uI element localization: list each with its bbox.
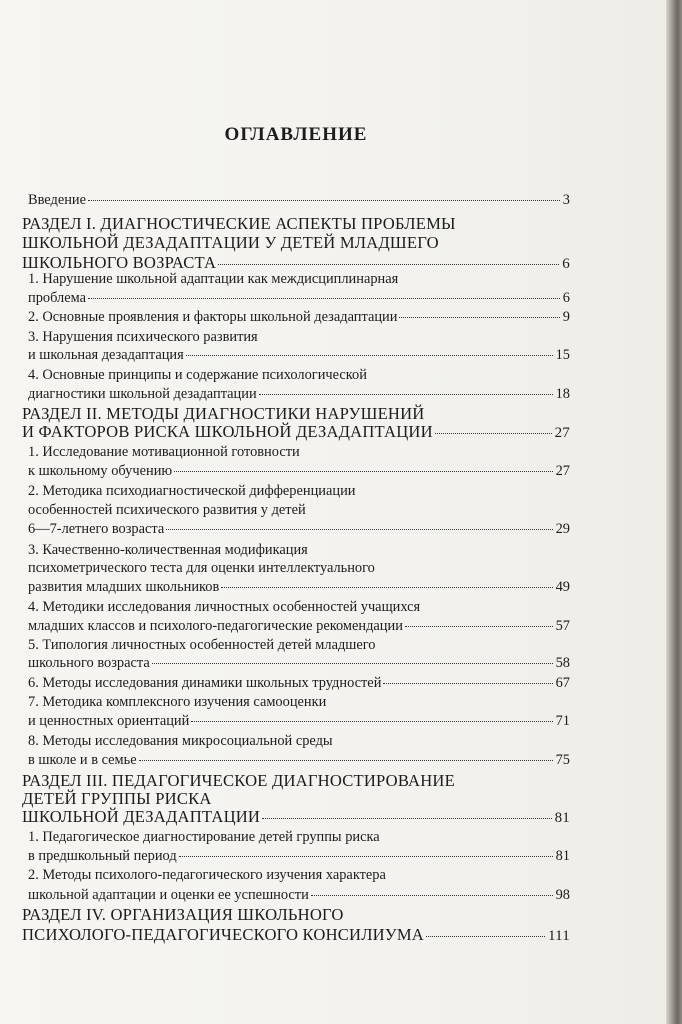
toc-entry-text: РАЗДЕЛ IV. ОРГАНИЗАЦИЯ ШКОЛЬНОГО bbox=[22, 905, 344, 924]
toc-entry-text: 4. Основные принципы и содержание психологической bbox=[28, 367, 367, 383]
toc-section-line bbox=[22, 771, 570, 791]
toc-entry-text: развития младших школьников bbox=[28, 579, 220, 595]
toc-section-line bbox=[22, 404, 570, 424]
toc-entry-line bbox=[22, 713, 570, 733]
toc-entry-text: 1. Нарушение школьной адаптации как междисциплинарная bbox=[28, 271, 399, 287]
toc-entry-text: психометрического теста для оценки интеллектуального bbox=[28, 560, 375, 576]
toc-entry-line bbox=[22, 309, 570, 329]
toc-entry-line bbox=[22, 444, 570, 464]
dot-leader bbox=[221, 586, 552, 588]
toc-entry-text: Введение bbox=[28, 192, 87, 208]
toc-entry-text: ШКОЛЬНОЙ ДЕЗАДАПТАЦИИ У ДЕТЕЙ МЛАДШЕГО bbox=[22, 233, 439, 252]
toc-entry-text: 4. Методики исследования личностных особенностей учащихся bbox=[28, 599, 421, 615]
page-number: 18 bbox=[555, 386, 570, 402]
dot-leader bbox=[259, 393, 553, 395]
page-number: 57 bbox=[555, 618, 570, 634]
page-number: 27 bbox=[555, 463, 570, 479]
dot-leader bbox=[179, 855, 553, 857]
page-number: 9 bbox=[562, 309, 570, 325]
toc-entry-line bbox=[22, 560, 570, 580]
page-number: 6 bbox=[562, 290, 570, 306]
toc-entry-line bbox=[22, 867, 570, 887]
toc-entry-text: РАЗДЕЛ I. ДИАГНОСТИЧЕСКИЕ АСПЕКТЫ ПРОБЛЕМЫ bbox=[22, 214, 456, 233]
page-edge-shadow bbox=[666, 0, 682, 1024]
dot-leader bbox=[191, 720, 552, 722]
dot-leader bbox=[174, 470, 552, 472]
page-number: 49 bbox=[555, 579, 570, 595]
toc-entry-text: в предшкольный период bbox=[28, 848, 177, 864]
toc-section-line bbox=[22, 214, 570, 234]
toc-section-line bbox=[22, 905, 570, 925]
toc-entry-line bbox=[22, 829, 570, 849]
toc-entry-line bbox=[22, 675, 570, 695]
toc-entry-text: РАЗДЕЛ III. ПЕДАГОГИЧЕСКОЕ ДИАГНОСТИРОВАНИЕ bbox=[22, 771, 455, 790]
toc-entry-line bbox=[22, 347, 570, 367]
toc-entry-text: особенностей психического развития у детей bbox=[28, 502, 306, 518]
toc-entry-text: ШКОЛЬНОГО ВОЗРАСТА bbox=[22, 253, 217, 272]
toc-entry-line bbox=[22, 521, 570, 541]
page-number: 15 bbox=[555, 347, 570, 363]
toc-entry-line bbox=[22, 887, 570, 907]
page-number: 29 bbox=[555, 521, 570, 537]
toc-section-line bbox=[22, 253, 570, 273]
toc-entry-line bbox=[22, 655, 570, 675]
toc-entry-line bbox=[22, 542, 570, 562]
toc-section-line bbox=[22, 807, 570, 827]
toc-entry-text: РАЗДЕЛ II. МЕТОДЫ ДИАГНОСТИКИ НАРУШЕНИЙ bbox=[22, 404, 425, 423]
toc-entry-text: 1. Исследование мотивационной готовности bbox=[28, 444, 300, 460]
toc-entry-text: в школе и в семье bbox=[28, 752, 137, 768]
toc-section-line bbox=[22, 789, 570, 809]
dot-leader bbox=[88, 199, 560, 201]
toc-entry-text: 1. Педагогическое диагностирование детей группы риска bbox=[28, 829, 380, 845]
toc-entry-line bbox=[22, 290, 570, 310]
dot-leader bbox=[405, 625, 553, 627]
toc-entry-line bbox=[22, 463, 570, 483]
dot-leader bbox=[88, 297, 560, 299]
toc-entry-text: и ценностных ориентаций bbox=[28, 713, 190, 729]
toc-entry-line bbox=[22, 367, 570, 387]
toc-entry-text: ШКОЛЬНОЙ ДЕЗАДАПТАЦИИ bbox=[22, 807, 261, 826]
toc-entry-line bbox=[22, 483, 570, 503]
page-number: 71 bbox=[555, 713, 570, 729]
page-number: 3 bbox=[562, 192, 570, 208]
page-number: 58 bbox=[555, 655, 570, 671]
toc-entry-line bbox=[22, 752, 570, 772]
dot-leader bbox=[218, 263, 559, 265]
toc-entry-text: 8. Методы исследования микросоциальной среды bbox=[28, 733, 333, 749]
dot-leader bbox=[166, 528, 552, 530]
toc-entry-line bbox=[22, 637, 570, 657]
page-number: 75 bbox=[555, 752, 570, 768]
toc-entry-text: 6. Методы исследования динамики школьных трудностей bbox=[28, 675, 382, 691]
dot-leader bbox=[383, 682, 552, 684]
toc-entry-text: и школьная дезадаптация bbox=[28, 347, 184, 363]
toc-entry-line bbox=[22, 599, 570, 619]
toc-entry-text: проблема bbox=[28, 290, 87, 306]
toc-entry-text: школьной адаптации и оценки ее успешности bbox=[28, 887, 309, 903]
toc-entry-line bbox=[22, 386, 570, 406]
toc-entry-line bbox=[22, 579, 570, 599]
toc-entry-line bbox=[22, 618, 570, 638]
toc-entry-line bbox=[22, 192, 570, 212]
page-number: 27 bbox=[554, 425, 570, 441]
toc-entry-text: 2. Методы психолого-педагогического изучения характера bbox=[28, 867, 386, 883]
toc-entry-text: 2. Основные проявления и факторы школьной дезадаптации bbox=[28, 309, 398, 325]
dot-leader bbox=[139, 759, 553, 761]
page-number: 81 bbox=[555, 848, 570, 864]
dot-leader bbox=[426, 935, 545, 937]
dot-leader bbox=[186, 354, 553, 356]
toc-entry-text: ДЕТЕЙ ГРУППЫ РИСКА bbox=[22, 789, 212, 808]
page-number: 6 bbox=[562, 256, 570, 272]
page-number: 98 bbox=[555, 887, 570, 903]
toc-entry-text: И ФАКТОРОВ РИСКА ШКОЛЬНОЙ ДЕЗАДАПТАЦИИ bbox=[22, 422, 433, 441]
toc-section-line bbox=[22, 422, 570, 442]
toc-entry-line bbox=[22, 271, 570, 291]
toc-entry-line bbox=[22, 694, 570, 714]
page-title: ОГЛАВЛЕНИЕ bbox=[224, 124, 368, 145]
toc-entry-line bbox=[22, 848, 570, 868]
dot-leader bbox=[435, 432, 552, 434]
toc-entry-text: школьного возраста bbox=[28, 655, 150, 671]
toc-entry-line bbox=[22, 733, 570, 753]
page-number: 111 bbox=[548, 928, 570, 944]
page-number: 81 bbox=[554, 810, 570, 826]
dot-leader bbox=[152, 662, 553, 664]
toc-entry-text: 7. Методика комплексного изучения самооценки bbox=[28, 694, 327, 710]
toc-entry-line bbox=[22, 329, 570, 349]
toc-entry-line bbox=[22, 502, 570, 522]
dot-leader bbox=[311, 894, 553, 896]
toc-entry-text: к школьному обучению bbox=[28, 463, 173, 479]
toc-entry-text: 5. Типология личностных особенностей детей младшего bbox=[28, 637, 376, 653]
dot-leader bbox=[262, 817, 551, 819]
toc-entry-text: диагностики школьной дезадаптации bbox=[28, 386, 257, 402]
toc-entry-text: 3. Нарушения психического развития bbox=[28, 329, 258, 345]
toc-entry-text: младших классов и психолого-педагогические рекомендации bbox=[28, 618, 403, 634]
toc-entry-text: 3. Качественно-количественная модификация bbox=[28, 542, 308, 558]
toc-entry-text: 6—7-летнего возраста bbox=[28, 521, 165, 537]
toc-entry-text: ПСИХОЛОГО-ПЕДАГОГИЧЕСКОГО КОНСИЛИУМА bbox=[22, 925, 424, 944]
page-number: 67 bbox=[555, 675, 570, 691]
toc-entry-text: 2. Методика психодиагностической дифференциации bbox=[28, 483, 356, 499]
toc-section-line bbox=[22, 233, 570, 253]
dot-leader bbox=[399, 316, 559, 318]
toc-section-line bbox=[22, 925, 570, 945]
